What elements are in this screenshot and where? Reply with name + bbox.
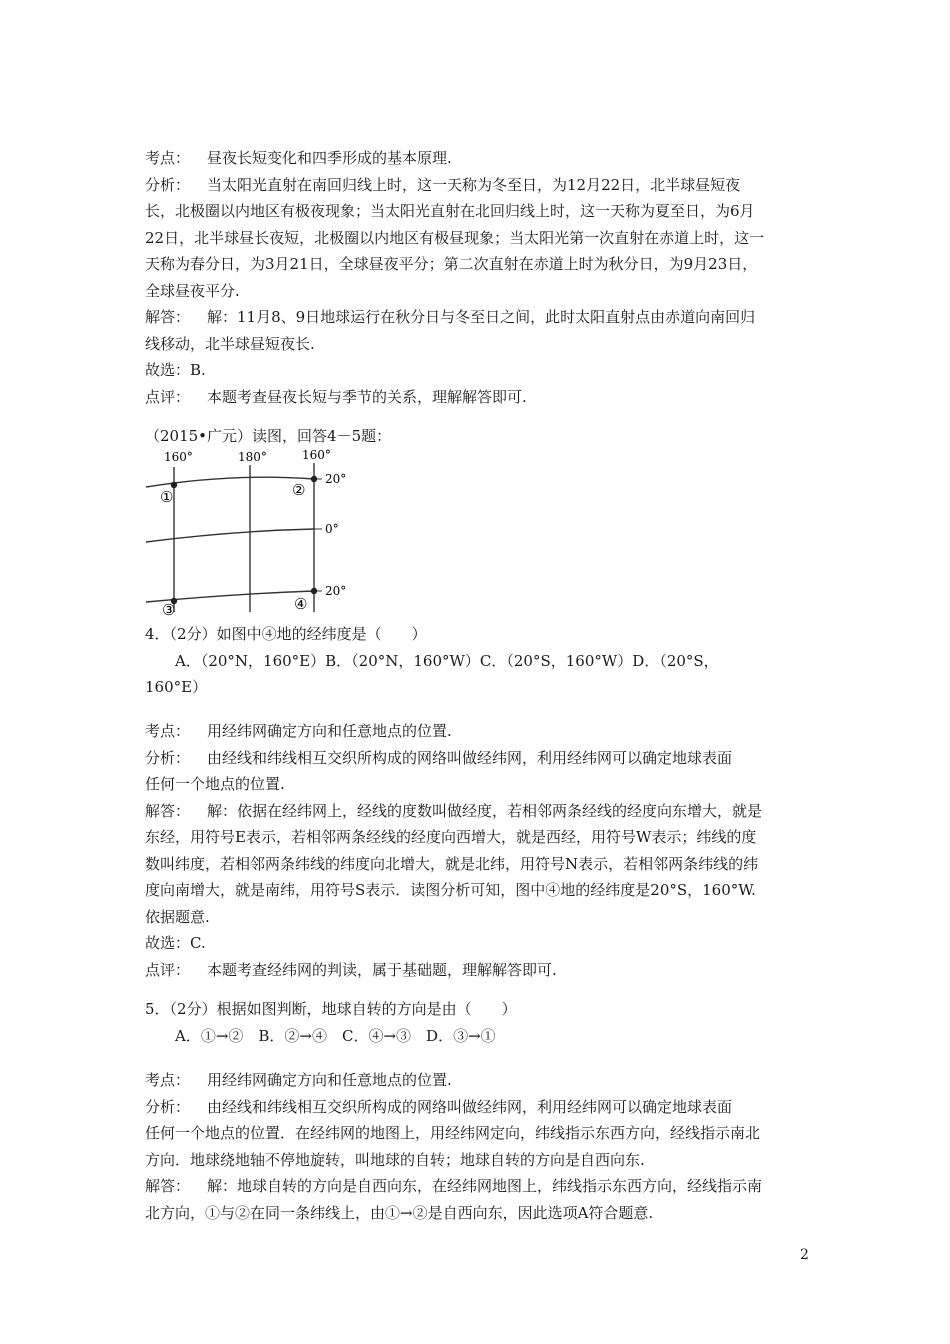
- point-2-dot: [311, 476, 317, 482]
- fenxi-text: 22日，北半球昼长夜短，北极圈以内地区有极昼现象；当太阳光第一次直射在赤道上时，这一: [145, 228, 765, 247]
- jieda-text: 依据题意.: [145, 907, 210, 926]
- lat-label-0: 0°: [325, 522, 339, 536]
- jieda-text: 东经，用符号E表示，若相邻两条经线的经度向西增大，就是西经，用符号W表示；纬线的度: [145, 828, 757, 846]
- jieda-text: 解：地球自转的方向是自西向东，在经纬网地图上，纬线指示东西方向，经线指示南: [207, 1177, 763, 1195]
- jieda-text: 解：依据在经纬网上，经线的度数叫做经度，若相邻两条经线的经度向东增大，就是: [207, 801, 763, 820]
- solution-block-5: [145, 1067, 815, 1226]
- solution-block-4: [145, 718, 815, 983]
- lat-label-20-south: 20°: [325, 584, 347, 598]
- dianping-label: 点评：: [145, 387, 191, 406]
- jieda-label: 解答：: [145, 801, 191, 820]
- answer-choice: 故选：B.: [145, 361, 206, 379]
- question-5-stem: 5．（2分）根据如图判断，地球自转的方向是由（ ）: [145, 1000, 517, 1018]
- jieda-text: 线移动，北半球昼短夜长.: [145, 334, 315, 353]
- lon-label-160-left: 160°: [164, 450, 193, 464]
- jieda-label: 解答：: [145, 1177, 191, 1195]
- lat-label-20-north: 20°: [325, 472, 347, 486]
- parallel-0: [146, 529, 314, 542]
- solution-block-3: [145, 145, 815, 410]
- kaodian-label: 考点：: [145, 722, 191, 740]
- jieda-text: 北方向，①与②在同一条纬线上，由①→②是自西向东，因此选项A符合题意.: [145, 1203, 654, 1222]
- fenxi-label: 分析：: [145, 1097, 191, 1116]
- jieda-text: 解：11月8、9日地球运行在秋分日与冬至日之间，此时太阳直射点由赤道向南回归: [207, 308, 756, 326]
- fenxi-text: 全球昼夜平分.: [145, 281, 240, 300]
- lon-label-180: 180°: [238, 450, 267, 464]
- question-5-options: A．①→② B．②→④ C．④→③ D．③→①: [175, 1026, 496, 1045]
- marker-3: ③: [162, 601, 176, 617]
- jieda-text: 数叫纬度，若相邻两条纬线的纬度向北增大，就是北纬，用符号N表示，若相邻两条纬线的纬: [145, 854, 759, 873]
- fenxi-text: 长，北极圈以内地区有极夜现象；当太阳光直射在北回归线上时，这一天称为夏至日，为6月: [145, 202, 755, 220]
- fenxi-text: 任何一个地点的位置．在经纬网的地图上，用经纬网定向，纬线指示东西方向，经线指示南北: [145, 1124, 761, 1142]
- kaodian-label: 考点：: [145, 149, 191, 167]
- kaodian-text: 用经纬网确定方向和任意地点的位置.: [207, 1071, 452, 1089]
- fenxi-label: 分析：: [145, 175, 191, 194]
- marker-2: ②: [292, 481, 306, 499]
- dianping-label: 点评：: [145, 960, 191, 979]
- kaodian-text: 用经纬网确定方向和任意地点的位置.: [207, 722, 452, 740]
- marker-4: ④: [294, 595, 308, 613]
- fenxi-label: 分析：: [145, 748, 191, 767]
- jieda-text: 度向南增大，就是南纬，用符号S表示．读图分析可知，图中④地的经纬度是20°S，160°W.: [145, 881, 756, 899]
- dianping-text: 本题考查昼夜长短与季节的关系，理解解答即可.: [207, 387, 527, 406]
- question-4-options: 160°E）: [145, 678, 208, 696]
- question-4-stem: 4．（2分）如图中④地的经纬度是（ ）: [145, 625, 427, 643]
- marker-1: ①: [160, 488, 174, 506]
- fenxi-text: 当太阳光直射在南回归线上时，这一天称为冬至日，为12月22日，北半球昼短夜: [207, 175, 741, 194]
- answer-choice: 故选：C.: [145, 934, 206, 952]
- fenxi-text: 方向．地球绕地轴不停地旋转，叫地球的自转；地球自转的方向是自西向东.: [145, 1150, 645, 1169]
- question-4: [145, 621, 815, 701]
- lon-label-160-right: 160°: [302, 448, 331, 462]
- page-number: 2: [800, 1247, 809, 1263]
- fenxi-text: 由经线和纬线相互交织所构成的网络叫做经纬网，利用经纬网可以确定地球表面: [207, 1097, 733, 1116]
- question-intro: [145, 423, 815, 450]
- point-4-dot: [311, 588, 317, 594]
- jieda-label: 解答：: [145, 308, 191, 326]
- fenxi-text: 天称为春分日，为3月21日，全球昼夜平分；第二次直射在赤道上时为秋分日，为9月23日，: [145, 255, 758, 273]
- intro-text: （2015•广元）读图，回答4－5题：: [145, 427, 392, 445]
- fenxi-text: 任何一个地点的位置.: [145, 775, 285, 793]
- lat-lon-grid-figure: [142, 447, 362, 617]
- question-4-options: A．（20°N，160°E）B．（20°N，160°W）C．（20°S，160°W）D．（20°S，: [175, 651, 719, 670]
- fenxi-text: 由经线和纬线相互交织所构成的网络叫做经纬网，利用经纬网可以确定地球表面: [207, 748, 733, 767]
- kaodian-text: 昼夜长短变化和四季形成的基本原理.: [207, 149, 452, 167]
- question-5: [145, 996, 815, 1049]
- dianping-text: 本题考查经纬网的判读，属于基础题，理解解答即可.: [207, 960, 557, 979]
- kaodian-label: 考点：: [145, 1071, 191, 1089]
